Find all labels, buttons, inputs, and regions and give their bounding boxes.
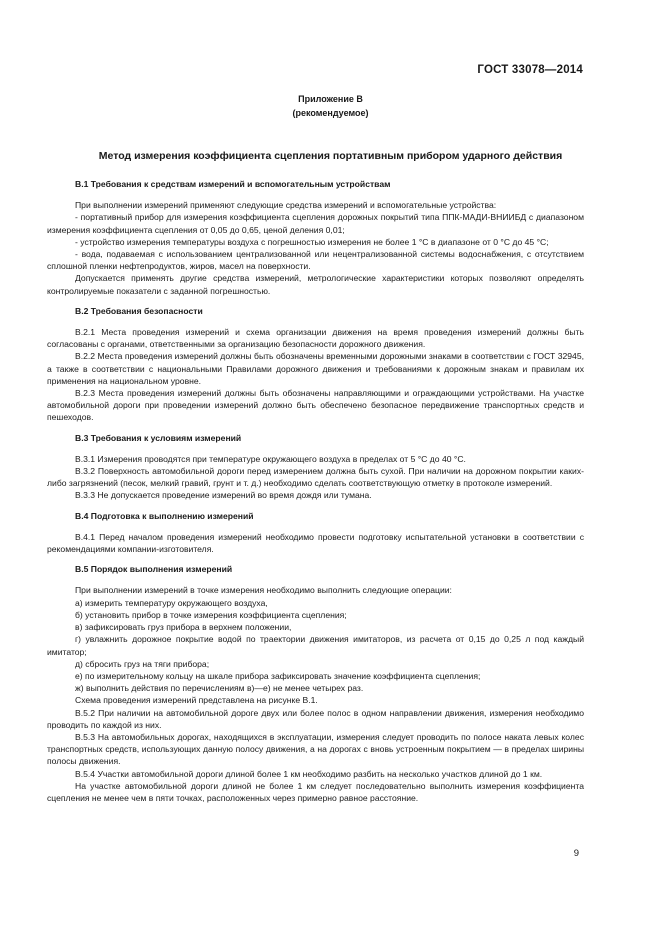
document-title: Метод измерения коэффициента сцепления портативным прибором ударного действия: [98, 150, 563, 162]
paragraph: В.3.2 Поверхность автомобильной дороги перед измерением должна быть сухой. При наличии на дорожном покрытии каких-либо загрязнений (песок, мелкий гравий, грунт и т. д.) необходимо сделать соответствующую отметку в протоколе измерений.: [47, 466, 584, 489]
paragraph: В.5.2 При наличии на автомобильной дороге двух или более полос в одном направлении движения, измерения необходимо проводить по каждой из них.: [47, 707, 584, 730]
section-b4: [47, 510, 584, 556]
list-item: е) по измерительному кольцу на шкале прибора зафиксировать значение коэффициента сцепления;: [75, 670, 481, 681]
paragraph: В.4.1 Перед началом проведения измерений необходимо провести подготовку испытательной установки в соответствии с рекомендациями компании-изготовителя.: [47, 531, 584, 555]
paragraph: В.5.3 На автомобильных дорогах, находящихся в эксплуатации, измерения следует проводить по полосе наката левых колес транспортных средств, использующих данную полосу движения, а на дорогах с вновь устроенным покрытием — в пределах ширины полосы движения.: [47, 731, 584, 767]
section-heading: В.1 Требования к средствам измерений и вспомогательным устройствам: [75, 179, 391, 189]
section-b2: [47, 305, 584, 424]
paragraph: В.2.3 Места проведения измерений должны быть обозначены направляющими и ограждающими устройствами. На участке автомобильной дороги при проведении измерений должно быть обеспечено безопасное передвижение транспортных средств и пешеходов.: [47, 388, 584, 423]
paragraph: Схема проведения измерений представлена на рисунке В.1.: [75, 695, 318, 706]
paragraph: В.2.2 Места проведения измерений должны быть обозначены временными дорожными знаками в соответствии с ГОСТ 32945, а также в соответствии с национальными Правилами дорожного движения и требованиями к дорожным знакам и правилам их применения на национальном уровне.: [47, 351, 584, 386]
list-item: г) увлажнить дорожное покрытие водой по траектории движения имитаторов, из расчета от 0,15 до 0,25 л под каждый имитатор;: [47, 634, 584, 657]
document-body: [47, 178, 584, 804]
paragraph: При выполнении измерений применяют следующие средства измерений и вспомогательные устройства:: [75, 200, 497, 211]
list-item: ж) выполнить действия по перечислениям в)—е) не менее четырех раз.: [75, 683, 364, 694]
section-heading: В.4 Подготовка к выполнению измерений: [75, 510, 254, 521]
list-item: б) установить прибор в точке измерения коэффициента сцепления;: [75, 609, 347, 620]
annex-title: Приложение В: [298, 94, 363, 104]
section-b1: [47, 178, 584, 297]
paragraph: При выполнении измерений в точке измерения необходимо выполнить следующие операции:: [75, 585, 452, 596]
annex-block: [0, 92, 661, 120]
paragraph: В.3.1 Измерения проводятся при температуре окружающего воздуха в пределах от 5 °С до 40 °С.: [75, 453, 466, 464]
section-heading: В.3 Требования к условиям измерений: [75, 432, 242, 443]
paragraph: - вода, подаваемая с использованием централизованной или нецентрализованной системы водоснабжения, с отсутствием сплошной пленки нефтепродуктов, жиров, масел на поверхности.: [47, 249, 584, 272]
paragraph: На участке автомобильной дороги длиной не более 1 км следует последовательно выполнить измерения коэффициента сцепления не менее чем в пяти точках, расположенных через примерно равное расстояние.: [47, 780, 584, 803]
section-heading: В.2 Требования безопасности: [75, 305, 203, 316]
paragraph: - устройство измерения температуры воздуха с погрешностью измерения не более 1 °С в диапазоне от 0 °С до 45 °С;: [75, 236, 549, 247]
list-item: а) измерить температуру окружающего воздуха,: [75, 597, 268, 608]
paragraph: В.5.4 Участки автомобильной дороги длиной более 1 км необходимо разбить на несколько участков длиной до 1 км.: [75, 768, 543, 779]
section-b3: [47, 432, 584, 502]
section-b5: [47, 563, 584, 804]
paragraph: Допускается применять другие средства измерений, метрологические характеристики которых позволяют определять контролируемые показатели с заданной погрешностью.: [47, 273, 584, 296]
paragraph: В.2.1 Места проведения измерений и схема организации движения на время проведения измерений должны быть согласованы с органами, ответственными за организацию безопасности дорожного движения.: [47, 327, 584, 350]
list-item: д) сбросить груз на тяги прибора;: [75, 658, 210, 669]
section-heading: В.5 Порядок выполнения измерений: [75, 564, 233, 575]
paragraph: - портативный прибор для измерения коэффициента сцепления дорожных покрытий типа ППК-МАДИ-ВНИИБД с диапазоном измерения коэффициента сцепления от 0,05 до 0,65, ценой деления 0,01;: [47, 212, 584, 235]
standard-header: ГОСТ 33078—2014: [477, 64, 583, 76]
annex-note: (рекомендуемое): [292, 108, 369, 118]
list-item: в) зафиксировать груз прибора в верхнем положении,: [75, 622, 292, 633]
page-number: 9: [573, 848, 579, 859]
paragraph: В.3.3 Не допускается проведение измерений во время дождя или тумана.: [75, 490, 372, 501]
